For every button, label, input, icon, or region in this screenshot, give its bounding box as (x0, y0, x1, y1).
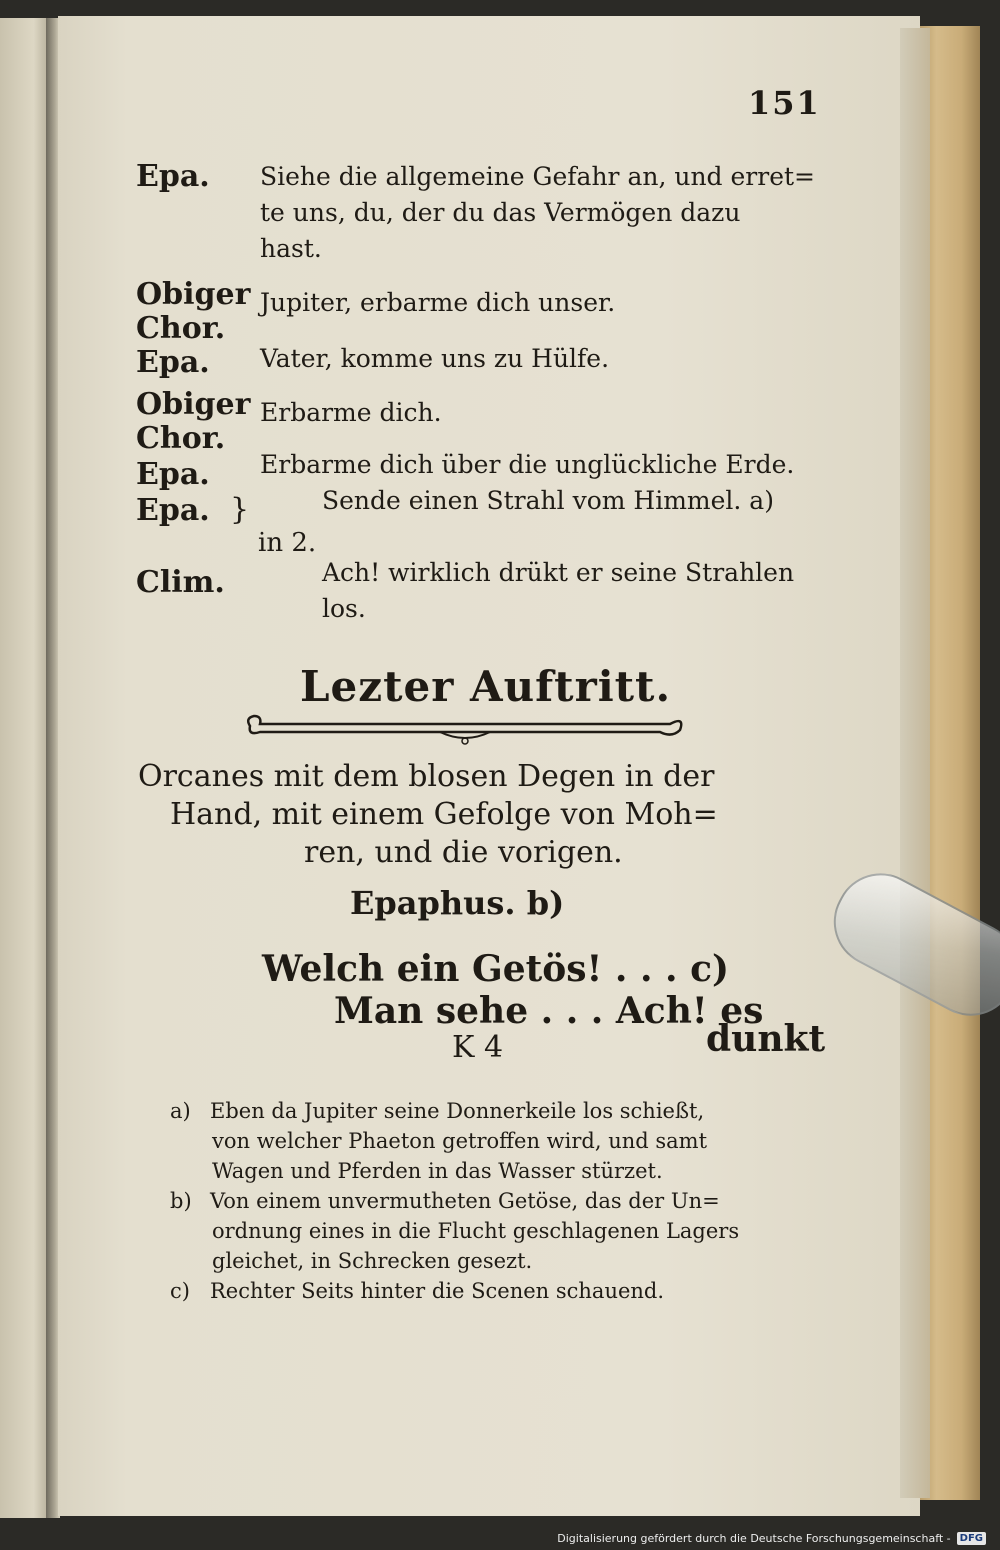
footnote (170, 1096, 810, 1186)
dialogue-line: Siehe die allgemeine Gefahr an, und erret= (260, 162, 815, 191)
scene-heading: Lezter Auftritt. (300, 662, 672, 711)
speaker-epaphus: Epaphus. b) (350, 884, 565, 922)
catchword: dunkt (706, 1018, 826, 1060)
duet-marker: in 2. (258, 528, 317, 558)
speaker-label: Epa. (136, 345, 210, 380)
speaker-label: Epa. (136, 457, 210, 492)
stage-direction-line: Orcanes mit dem blosen Degen in der (138, 759, 715, 794)
stage-direction (138, 758, 803, 872)
digitization-credit (557, 1528, 986, 1548)
speaker-label: Obiger Chor. (136, 277, 251, 346)
dialogue-line: Sende einen Strahl vom Himmel. a) (322, 486, 774, 515)
signature-mark: K 4 (452, 1030, 504, 1065)
dfg-logo-icon: DFG (957, 1532, 986, 1545)
dialogue-line: te uns, du, der du das Vermögen dazu (260, 198, 741, 227)
footnote-line: Rechter Seits hinter die Scenen schauend. (210, 1279, 665, 1303)
dialogue-line: Jupiter, erbarme dich unser. (260, 288, 616, 317)
footnote-mark: c) (170, 1279, 190, 1303)
credit-text: Digitalisierung gefördert durch die Deutsche Forschungsgemeinschaft - (557, 1531, 951, 1545)
footnote (170, 1186, 810, 1276)
stage-direction-line: Hand, mit einem Gefolge von Moh= (170, 797, 718, 832)
footnote (170, 1276, 810, 1306)
footnote-line: ordnung eines in die Flucht geschlagenen Lagers (212, 1219, 740, 1243)
speaker-label: Epa. (136, 159, 210, 194)
dialogue-line: Vater, komme uns zu Hülfe. (260, 344, 610, 373)
speech-line: Welch ein Getös! . . . c) (262, 948, 730, 990)
page-edge-shadow (900, 28, 930, 1498)
facing-page-edge (0, 18, 48, 1518)
footnote-line: Von einem unvermutheten Getöse, das der Un= (210, 1189, 720, 1213)
dialogue-line: Erbarme dich über die unglückliche Erde. (260, 450, 795, 479)
duet-brace: } (230, 492, 250, 527)
footnote-line: gleichet, in Schrecken gesezt. (212, 1249, 533, 1273)
speech-line: Man sehe . . . Ach! es (334, 990, 764, 1032)
footnote-line: Wagen und Pferden in das Wasser stürzet. (212, 1159, 663, 1183)
footnotes (170, 1096, 810, 1306)
footnote-line: von welcher Phaeton getroffen wird, und samt (212, 1129, 708, 1153)
footnote-mark: b) (170, 1189, 192, 1213)
stage-direction-line: ren, und die vorigen. (304, 835, 623, 870)
speaker-label: Epa. (136, 493, 210, 528)
dialogue-line: Erbarme dich. (260, 398, 442, 427)
footnote-mark: a) (170, 1099, 191, 1123)
dialogue-line: hast. (260, 234, 322, 263)
dialogue-line: Ach! wirklich drükt er seine Strahlen (322, 558, 795, 587)
speaker-label: Obiger Chor. (136, 387, 251, 456)
page-number: 151 (748, 84, 821, 122)
ornament-divider-icon (240, 708, 690, 748)
footnote-line: Eben da Jupiter seine Donnerkeile los schießt, (210, 1099, 705, 1123)
dialogue-line: los. (322, 594, 366, 623)
speaker-label: Clim. (136, 565, 225, 600)
